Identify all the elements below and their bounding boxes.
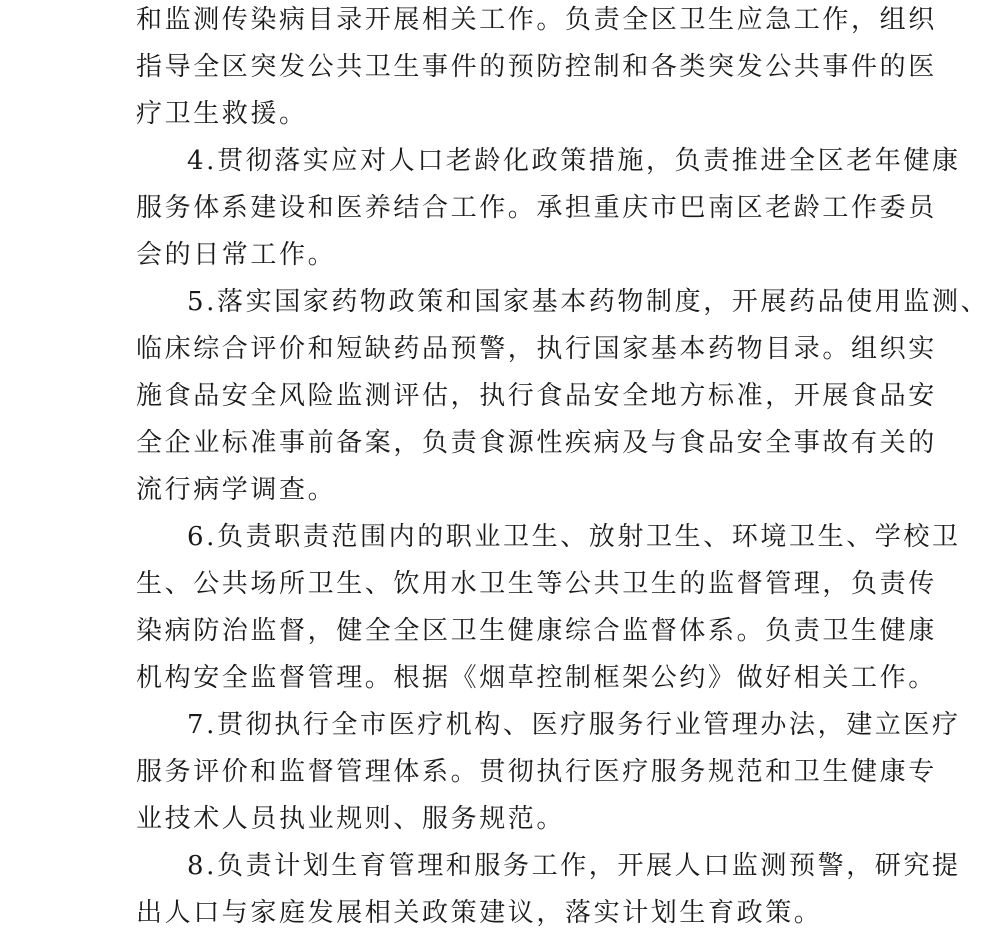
text-line: 生、公共场所卫生、饮用水卫生等公共卫生的监督管理，负责传	[136, 569, 937, 599]
text-line: 全企业标准事前备案，负责食源性疾病及与食品安全事故有关的	[136, 428, 937, 458]
text-line: 指导全区突发公共卫生事件的预防控制和各类突发公共事件的医	[136, 52, 937, 82]
paragraph-8-first-line: 8.负责计划生育管理和服务工作，开展人口监测预警，研究提	[187, 851, 961, 881]
text-line: 流行病学调查。	[136, 475, 337, 505]
text-line: 染病防治监督，健全全区卫生健康综合监督体系。负责卫生健康	[136, 616, 937, 646]
paragraph-5-first-line: 5.落实国家药物政策和国家基本药物制度，开展药品使用监测、	[187, 287, 990, 317]
text-line: 业技术人员执业规则、服务规范。	[136, 804, 566, 834]
text-line: 施食品安全风险监测评估，执行食品安全地方标准，开展食品安	[136, 381, 937, 411]
text-line: 临床综合评价和短缺药品预警，执行国家基本药物目录。组织实	[136, 334, 937, 364]
text-line: 服务体系建设和医养结合工作。承担重庆市巴南区老龄工作委员	[136, 193, 937, 223]
text-line: 疗卫生救援。	[136, 99, 308, 129]
text-line: 出人口与家庭发展相关政策建议，落实计划生育政策。	[136, 898, 823, 928]
text-line: 会的日常工作。	[136, 240, 337, 270]
paragraph-7-first-line: 7.贯彻执行全市医疗机构、医疗服务行业管理办法，建立医疗	[187, 710, 961, 740]
text-line: 机构安全监督管理。根据《烟草控制框架公约》做好相关工作。	[136, 663, 937, 693]
text-line: 服务评价和监督管理体系。贯彻执行医疗服务规范和卫生健康专	[136, 757, 937, 787]
paragraph-4-first-line: 4.贯彻落实应对人口老龄化政策措施，负责推进全区老年健康	[187, 146, 961, 176]
paragraph-6-first-line: 6.负责职责范围内的职业卫生、放射卫生、环境卫生、学校卫	[187, 522, 961, 552]
text-line: 和监测传染病目录开展相关工作。负责全区卫生应急工作，组织	[136, 5, 937, 35]
